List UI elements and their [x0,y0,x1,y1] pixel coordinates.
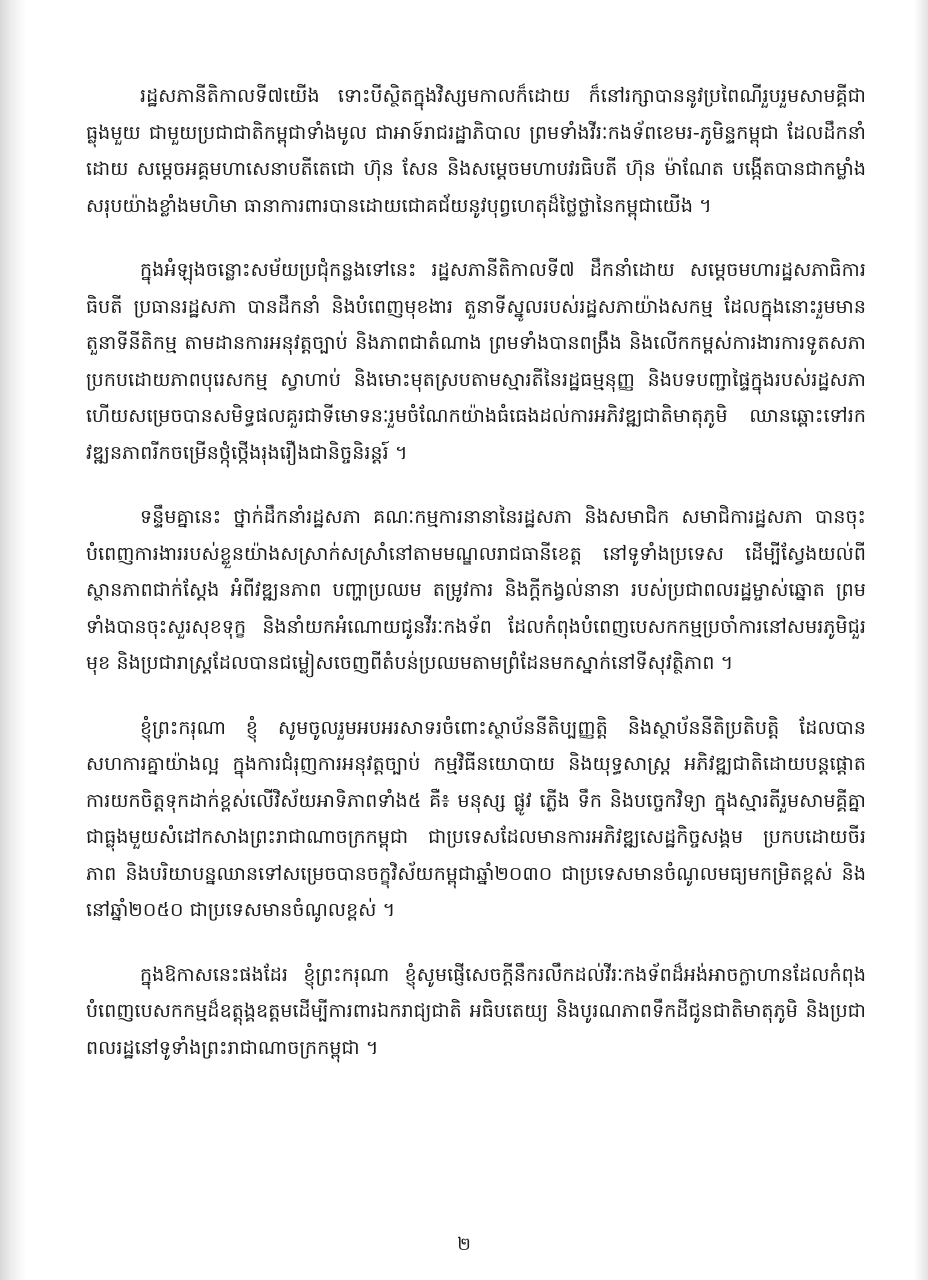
paragraph-2: ក្នុងអំឡុងចន្លោះសម័យប្រជុំកន្លងទៅនេះ រដ្ឋសភានីតិកាលទី៧ ដឹកនាំដោយ សម្តេចមហារដ្ឋសភាធិការធិបតី ប្រធានរដ្ឋសភា បានដឹកនាំ និងបំពេញមុខងារ តួនាទីស្នូលរបស់រដ្ឋសភាយ៉ាងសកម្ម ដែលក្នុងនោះរួមមាន តួនាទីនីតិកម្ម តាមដានការអនុវត្តច្បាប់ និងភាពជាតំណាង ព្រមទាំងបានពង្រឹង និងលើកកម្ពស់ការងារការទូតសភាប្រកបដោយភាពបុរេសកម្ម ស្វាហាប់ និងមោះមុតស្របតាមស្មារតីនៃរដ្ឋធម្មនុញ្ញ និងបទបញ្ជាផ្ទៃក្នុងរបស់រដ្ឋសភា ហើយសម្រេចបានសមិទ្ធផលគួរជាទីមោទនៈរួមចំណែកយ៉ាងធំធេងដល់ការអភិវឌ្ឍជាតិមាតុភូមិ ឈានឆ្ពោះទៅរកវឌ្ឍនភាពរីកចម្រើនថ្កុំថ្កើងរុងរឿងជានិច្ចនិរន្តរ៍ ។ [86,259,866,464]
page-edge-shadow-right [914,0,928,1280]
paragraph-4: ខ្ញុំព្រះករុណា ខ្ញុំ សូមចូលរួមអបអរសាទរចំពោះស្ថាប័ននីតិប្បញ្ញត្តិ និងស្ថាប័ននីតិប្រតិបត្តិ ដែលបានសហការគ្នាយ៉ាងល្អ ក្នុងការជំរុញការអនុវត្តច្បាប់ កម្មវិធីនយោបាយ និងយុទ្ធសាស្ត្រ អភិវឌ្ឍជាតិដោយបន្តផ្តោតការយកចិត្តទុកដាក់ខ្ពស់លើវិស័យអាទិភាពទាំង៥ គឺ៖ មនុស្ស ផ្លូវ ភ្លើង ទឹក និងបច្ចេកវិទ្យា ក្នុងស្មារតីរួមសាមគ្គីគ្នាជាធ្លុងមួយសំដៅកសាងព្រះរាជាណាចក្រកម្ពុជា ជាប្រទេសដែលមានការអភិវឌ្ឍសេដ្ឋកិច្ចសង្គម ប្រកបដោយចីរភាព និងបរិយាបន្នឈានទៅសម្រេចបានចក្ខុវិស័យកម្ពុជាឆ្នាំ២០៣០ ជាប្រទេសមានចំណូលមធ្យមកម្រិតខ្ពស់ និងនៅឆ្នាំ២០៥០ ជាប្រទេសមានចំណូលខ្ពស់ ។ [86,716,866,921]
paragraph-1: រដ្ឋសភានីតិកាលទី៧យើង ទោះបីស្ថិតក្នុងវិស្សមកាលក៏ដោយ ក៏នៅរក្សាបាននូវប្រពៃណីរួបរួមសាមគ្គីជាធ្លុងមួយ ជាមួយប្រជាជាតិកម្ពុជាទាំងមូល ជាអាទ៍រាជរដ្ឋាភិបាល ព្រមទាំងវីរៈកងទ័ពខេមរ-ភូមិន្ទកម្ពុជា ដែលដឹកនាំដោយ សម្តេចអគ្គមហាសេនាបតីតេជោ ហ៊ុន សែន និងសម្តេចមហាបវរធិបតី ហ៊ុន ម៉ាណែត បង្កើតបានជាកម្លាំងសរុបយ៉ាងខ្លាំងមហិមា ធានាការពារបានដោយជោគជ័យនូវបុព្វហេតុដ៏ថ្លៃថ្លានៃកម្ពុជាយើង ។ [86,85,866,217]
paragraph-5: ក្នុងឱកាសនេះផងដែរ ខ្ញុំព្រះករុណា ខ្ញុំសូមផ្ញើសេចក្តីនឹករលឹកដល់វីរៈកងទ័ពដ៏អង់អាចក្លាហានដែលកំពុងបំពេញបេសកកម្មដ៏ឧត្តុង្គឧត្តមដើម្បីការពារឯករាជ្យជាតិ អធិបតេយ្យ និងបូរណភាពទឹកដីជូនជាតិមាតុភូមិ និងប្រជាពលរដ្ឋនៅទូទាំងព្រះរាជាណាចក្រកម្ពុជា ។ [86,963,866,1059]
page-number: ២ [457,1234,471,1255]
document-body [86,78,866,1094]
paragraph-3: ទន្ទឹមគ្នានេះ ថ្នាក់ដឹកនាំរដ្ឋសភា គណៈកម្មការនានានៃរដ្ឋសភា និងសមាជិក សមាជិការដ្ឋសភា បានចុះបំពេញការងាររបស់ខ្លួនយ៉ាងសស្រាក់សស្រាំនៅតាមមណ្ឌលរាជធានីខេត្ត នៅទូទាំងប្រទេស ដើម្បីស្វែងយល់ពីស្ថានភាពជាក់ស្តែង អំពីវឌ្ឍនភាព បញ្ហាប្រឈម តម្រូវការ និងក្តីកង្វល់នានា របស់ប្រជាពលរដ្ឋម្ចាស់ឆ្នោត ព្រមទាំងបានចុះសួរសុខទុក្ខ និងនាំយកអំណោយជូនវីរៈកងទ័ព ដែលកំពុងបំពេញបេសកកម្មប្រចាំការនៅសមរភូមិជួរមុខ និងប្រជារាស្ត្រដែលបានជម្លៀសចេញពីតំបន់ប្រឈមតាមព្រំដែនមកស្នាក់នៅទីសុវត្ថិភាព ។ [86,506,866,674]
page-edge-shadow-left [0,0,26,1280]
